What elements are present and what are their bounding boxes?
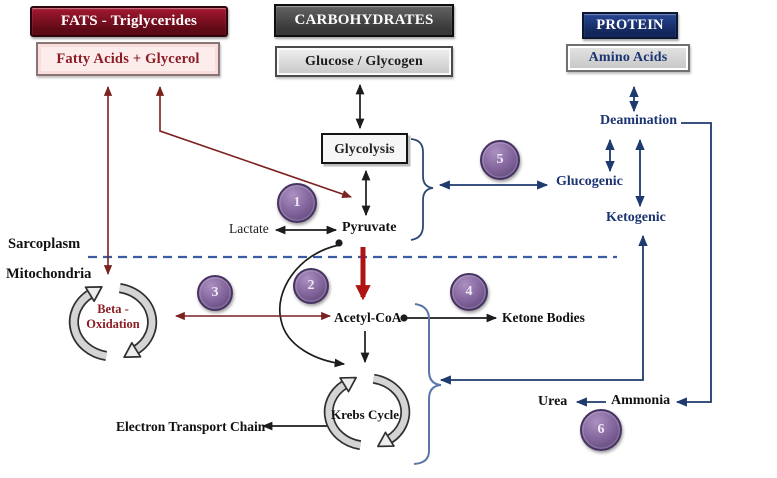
step-marker-3: 3 — [197, 275, 233, 311]
label-acetyl-coa: Acetyl-CoA — [334, 310, 402, 325]
junction-dot-pyruvate — [335, 239, 342, 246]
step-marker-6: 6 — [580, 409, 622, 451]
label-electron-transport-chain: Electron Transport Chain — [116, 419, 266, 434]
step-marker-4: 4 — [450, 273, 488, 311]
label-sarcoplasm: Sarcoplasm — [8, 236, 81, 252]
carbohydrates-header-box: CARBOHYDRATES — [274, 4, 454, 37]
label-pyruvate: Pyruvate — [342, 220, 397, 235]
arrow-deamination-ammonia — [677, 123, 711, 402]
label-ketogenic: Ketogenic — [606, 210, 666, 225]
step-marker-1: 1 — [277, 183, 317, 223]
beta-oxidation-line1: Beta - — [97, 302, 129, 316]
label-mitochondria: Mitochondria — [6, 266, 92, 282]
glucose-glycogen-box: Glucose / Glycogen — [275, 46, 453, 77]
label-urea: Urea — [538, 394, 568, 409]
label-beta-oxidation — [78, 302, 148, 332]
curve-pyruvate-to-krebs — [280, 245, 344, 364]
glycolysis-box: Glycolysis — [321, 133, 408, 164]
beta-oxidation-line2: Oxidation — [86, 317, 140, 331]
brace-glycolysis-pyruvate — [411, 139, 433, 240]
label-ketone-bodies: Ketone Bodies — [502, 310, 585, 325]
label-glucogenic: Glucogenic — [556, 174, 623, 189]
fatty-acids-glycerol-box: Fatty Acids + Glycerol — [36, 42, 220, 76]
label-lactate: Lactate — [229, 221, 269, 236]
step-marker-2: 2 — [293, 268, 329, 304]
label-deamination: Deamination — [600, 113, 677, 128]
step-marker-5: 5 — [480, 140, 520, 180]
fats-header-box: FATS - Triglycerides — [30, 6, 228, 37]
amino-acids-box: Amino Acids — [566, 44, 690, 72]
label-krebs-cycle: Krebs Cycle — [331, 407, 399, 422]
label-ammonia: Ammonia — [611, 393, 671, 408]
protein-header-box: PROTEIN — [582, 12, 678, 39]
